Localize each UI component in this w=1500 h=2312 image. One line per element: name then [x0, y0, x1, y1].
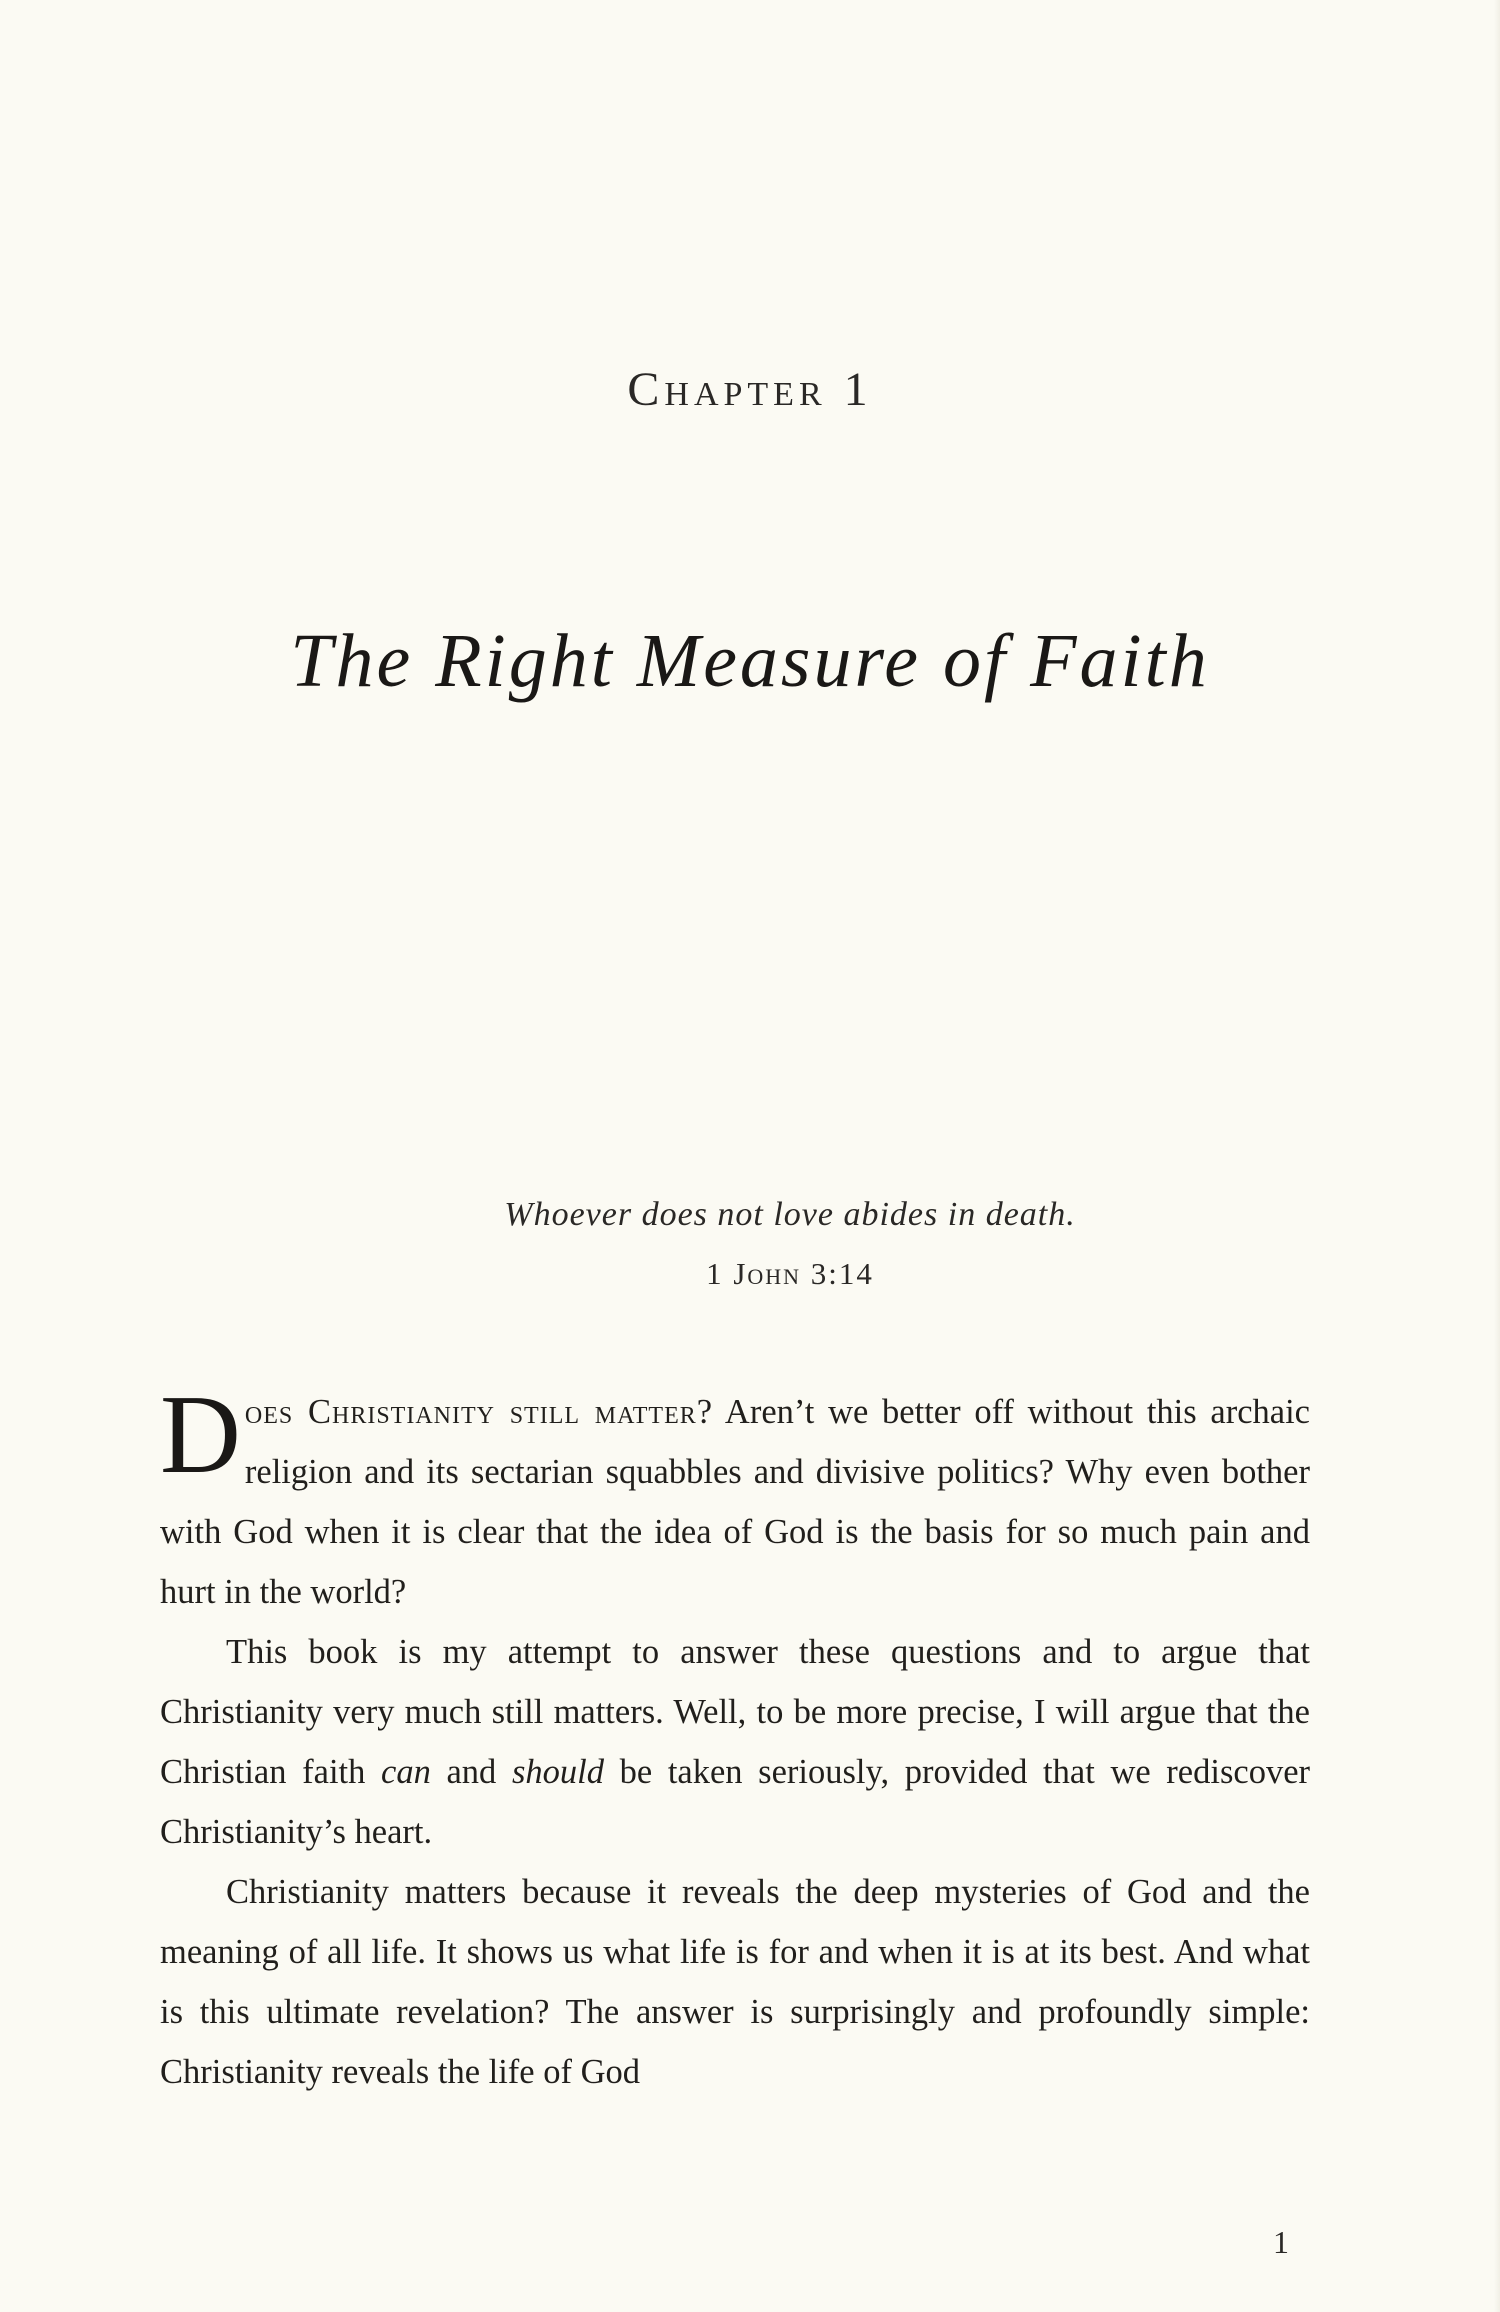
epigraph [0, 1196, 1500, 1292]
emphasis-can: can [381, 1753, 431, 1791]
paragraph-2-text-c: be taken seriously, provided that we rediscover Christianity’s heart. [160, 1753, 1310, 1851]
chapter-label: Chapter 1 [627, 363, 873, 416]
paragraph-2 [160, 1622, 1310, 1862]
paragraph-3 [160, 1862, 1310, 2102]
paragraph-1-text: Aren’t we better off without this archaic religion and its sectarian squabbles and divisive politics? Why even bother with God when it is clear that the idea of God is the basis for so much pain and hurt in the world? [160, 1393, 1310, 1611]
paragraph-2-text-b: and [430, 1753, 512, 1791]
paragraph-2-text-a: This book is my attempt to answer these questions and to argue that Christianity very much still matters. Well, to be more precise, I will argue that the Christian faith [160, 1633, 1310, 1791]
lead-in-small-caps: oes Christianity still matter? [244, 1393, 714, 1431]
drop-cap: D [160, 1373, 241, 1497]
emphasis-should: should [511, 1753, 604, 1791]
epigraph-quote: Whoever does not love abides in death. [504, 1196, 1076, 1233]
paragraph-3-text: Christianity matters because it reveals the deep mysteries of God and the meaning of all life. It shows us what life is for and when it is at its best. And what is this ultimate revelation? The answer is surprisingly and profoundly simple: Christianity reveals the life of God [160, 1873, 1310, 2091]
body-text [160, 1373, 1310, 2102]
chapter-title: The Right Measure of Faith [290, 619, 1210, 703]
epigraph-reference: 1 John 3:14 [706, 1256, 874, 1291]
paragraph-1 [160, 1373, 1310, 1622]
page-number: 1 [1273, 2224, 1289, 2260]
page-edge [1494, 0, 1500, 2312]
